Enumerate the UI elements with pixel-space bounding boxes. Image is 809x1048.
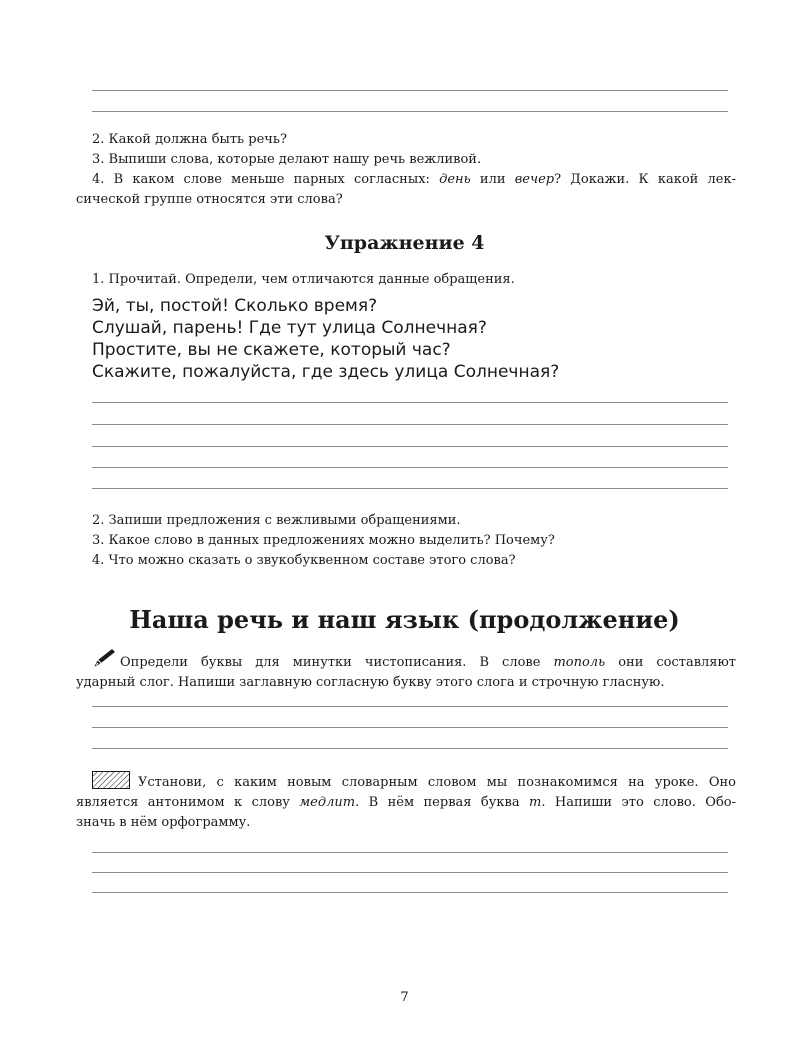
exercise-4-task-3: 3. Какое слово в данных предложениях можно выделить? Почему? [92,533,555,548]
letter-t: т [529,795,542,810]
phrase-2: Слушай, парень! Где тут улица Солнечная? [92,318,487,338]
exercise-4-task-1: 1. Прочитай. Определи, чем отличаются данные обращения. [92,272,515,287]
writing-line [92,892,728,893]
word-vecher: вечер [514,172,555,187]
hatched-box-icon [92,771,130,789]
question-3: 3. Выпиши слова, которые делают нашу речь вежливой. [92,152,482,167]
question-4-line-1: 4. В каком слове меньше парных согласных: день или вечер? Докажи. К какой лек- [92,172,736,187]
question-4-line-2: сической группе относятся эти слова? [76,192,343,207]
exercise-4-task-2: 2. Запиши предложения с вежливыми обращениями. [92,513,461,528]
writing-line [92,488,728,489]
phrase-1: Эй, ты, постой! Сколько время? [92,296,378,316]
exercise-4-title: Упражнение 4 [324,232,485,254]
pencil-icon [93,648,117,668]
writing-line [92,872,728,873]
question-2: 2. Какой должна быть речь? [92,132,287,147]
writing-line [92,852,728,853]
writing-line [92,402,728,403]
phrase-4: Скажите, пожалуйста, где здесь улица Солнечная? [92,362,560,382]
writing-line [92,111,728,112]
word-topol: тополь [553,655,606,670]
vocab-line-2: является антонимом к слову медлит. В нём первая буква т. Напиши это слово. Обо- [76,795,737,810]
vocab-line-3: значь в нём орфограмму. [76,815,251,830]
word-medlit: медлит [299,795,356,810]
page-number: 7 [400,990,409,1005]
writing-line [92,424,728,425]
phrase-3: Простите, вы не скажете, который час? [92,340,451,360]
writing-line [92,446,728,447]
writing-line [92,727,728,728]
writing-line [92,706,728,707]
calligraphy-line-1: Определи буквы для минутки чистописания. В слове тополь они составляют [120,655,736,670]
vocab-line-1: Установи, с каким новым словарным словом мы познакомимся на уроке. Оно [138,775,736,790]
writing-line [92,467,728,468]
section-title: Наша речь и наш язык (продолжение) [129,605,680,634]
calligraphy-line-2: ударный слог. Напиши заглавную согласную букву этого слога и строчную гласную. [76,675,665,690]
writing-line [92,90,728,91]
writing-line [92,748,728,749]
word-den: день [439,172,471,187]
exercise-4-task-4: 4. Что можно сказать о звукобуквенном составе этого слова? [92,553,516,568]
